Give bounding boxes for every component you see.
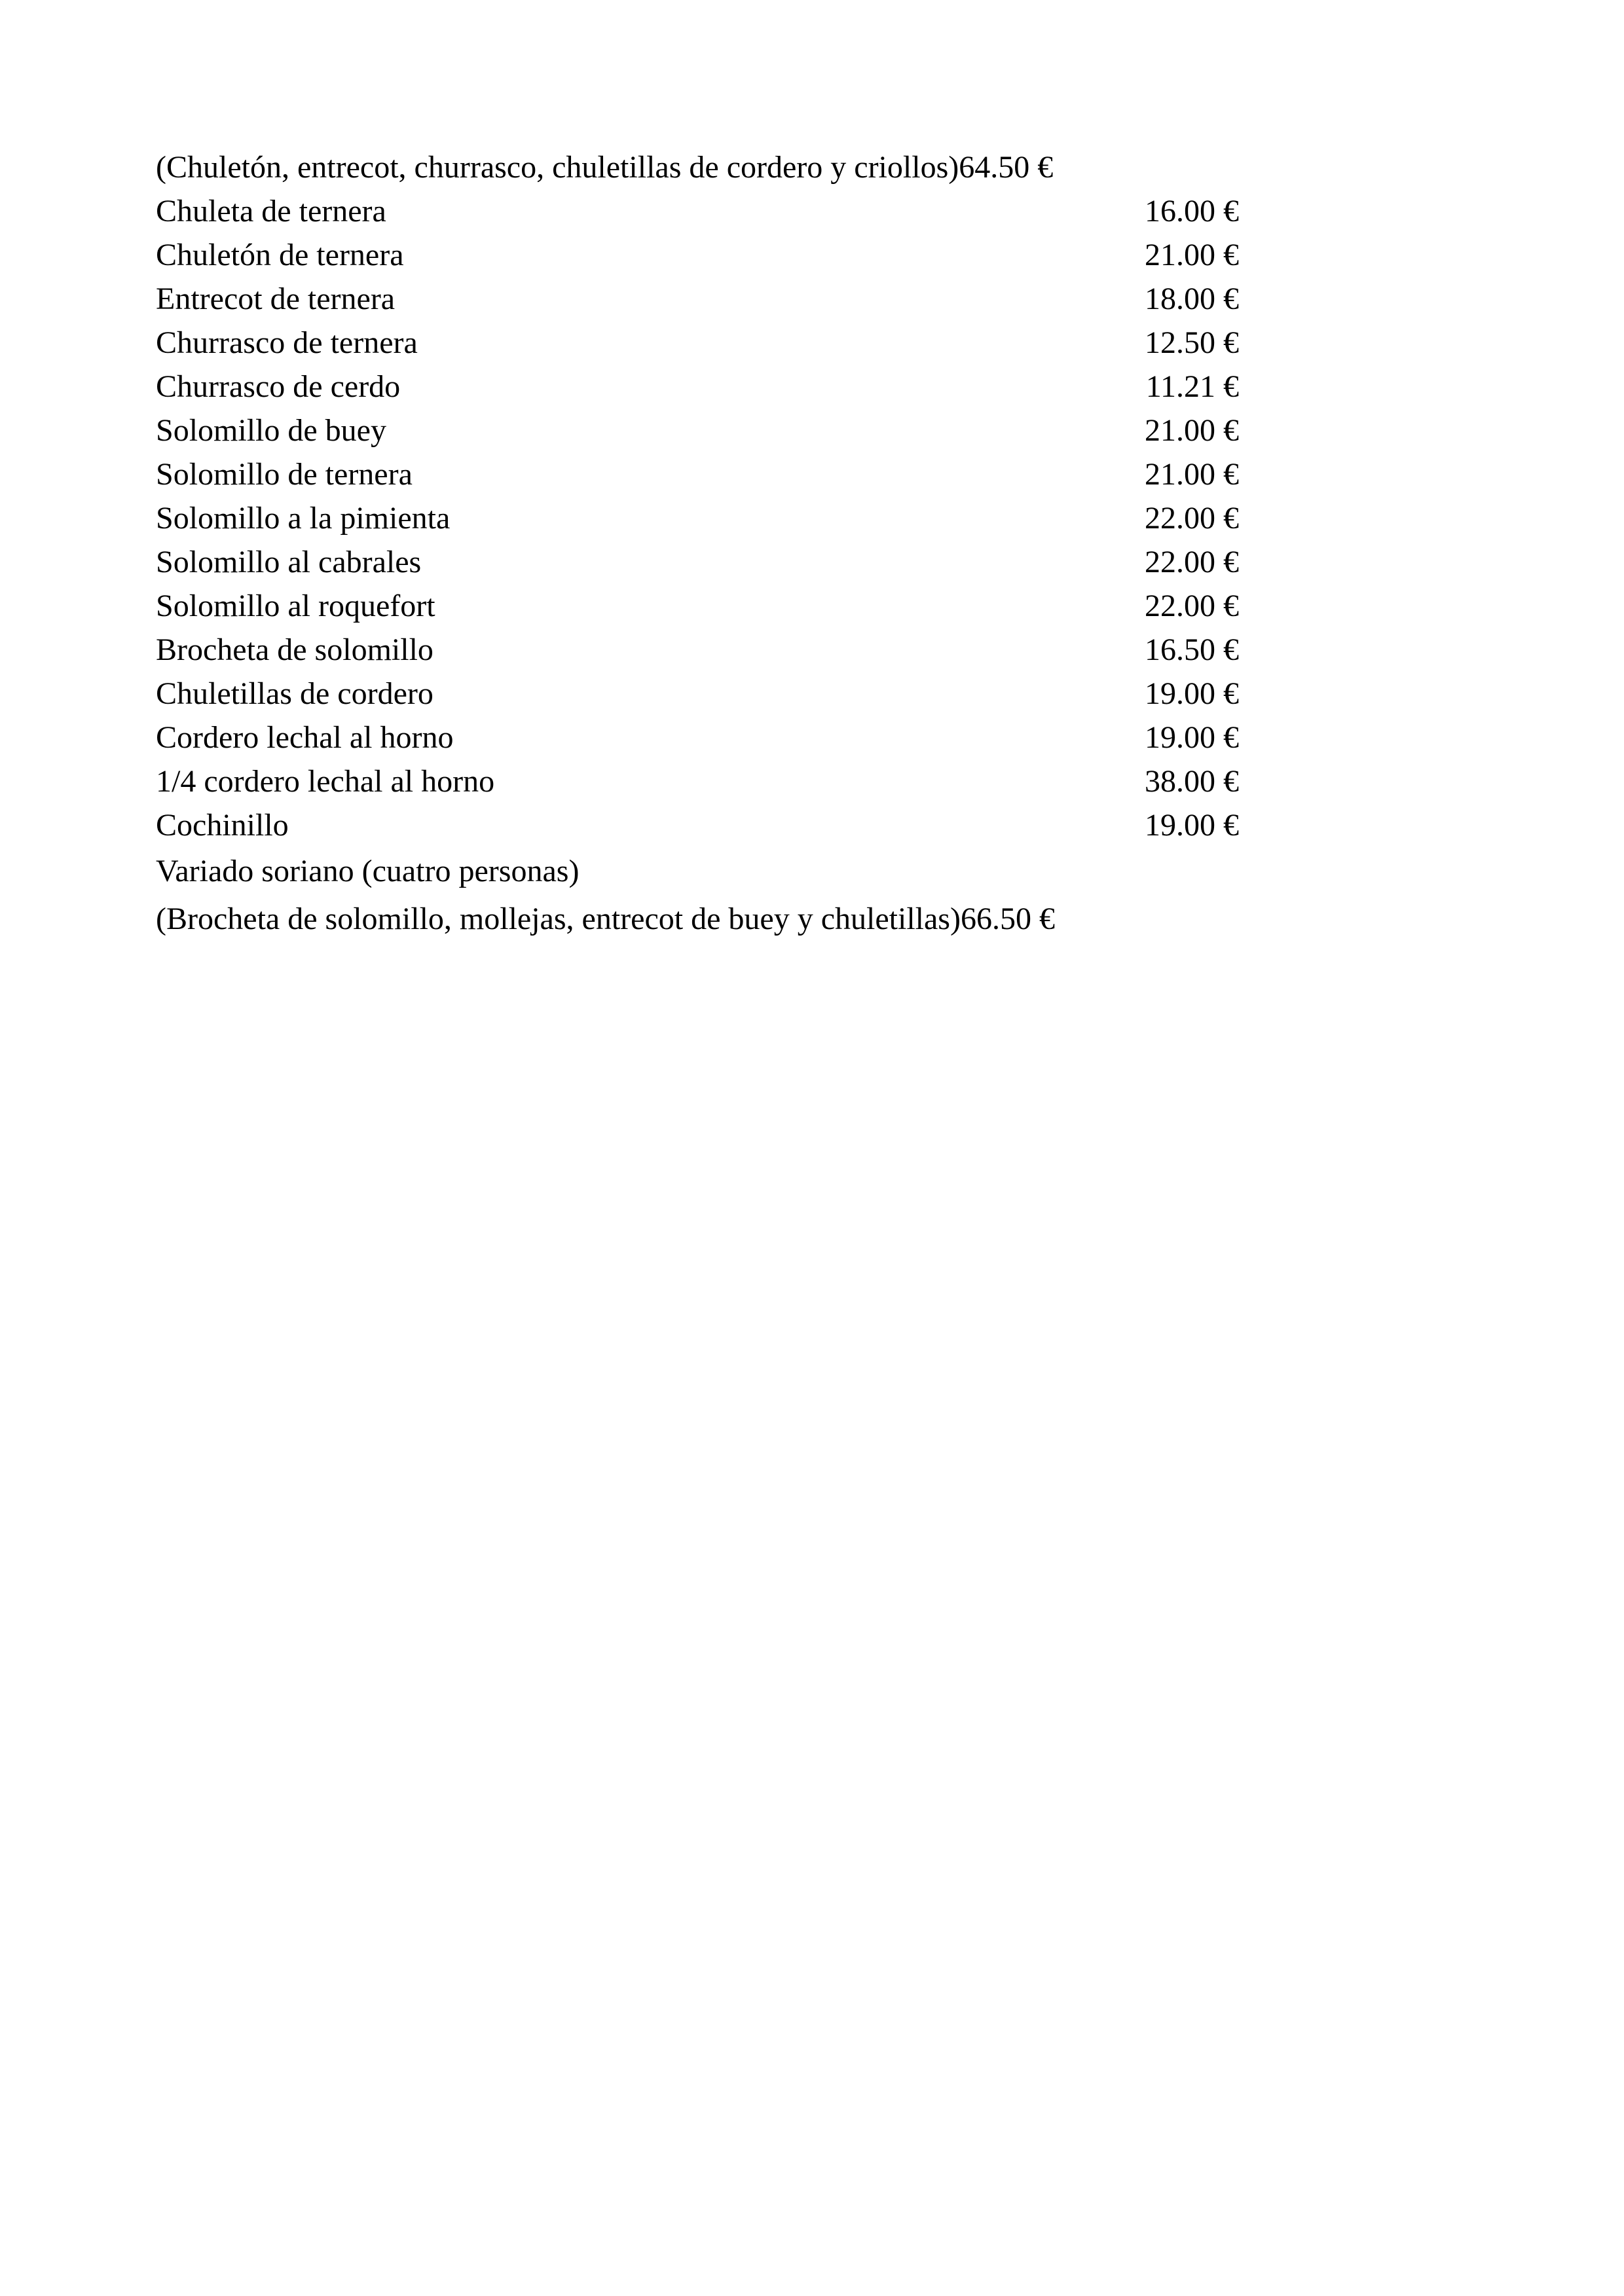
- menu-item-price: 22.00 €: [1145, 589, 1239, 623]
- menu-item-name: Solomillo de buey: [156, 413, 386, 448]
- menu-item-price: 16.00 €: [1145, 194, 1239, 228]
- menu-line: [156, 672, 1239, 716]
- menu-item-price: 19.00 €: [1145, 676, 1239, 711]
- menu-item-name: 1/4 cordero lechal al horno: [156, 764, 495, 799]
- menu-item-name: (Chuletón, entrecot, churrasco, chuletillas de cordero y criollos): [156, 150, 959, 185]
- menu-item-name: Chuletón de ternera: [156, 238, 404, 272]
- menu-item-price: 66.50 €: [960, 902, 1055, 936]
- menu-line: [156, 145, 1239, 189]
- menu-line: [156, 628, 1239, 672]
- menu-item-name: Variado soriano (cuatro personas): [156, 854, 580, 888]
- menu-item-price: 22.00 €: [1145, 501, 1239, 536]
- menu-line: [156, 847, 1239, 895]
- menu-item-price: 16.50 €: [1145, 632, 1239, 667]
- menu-item-price: 22.00 €: [1145, 545, 1239, 579]
- menu-item-price: 38.00 €: [1145, 764, 1239, 799]
- menu-item-price: 64.50 €: [959, 150, 1054, 185]
- menu-item-name: Solomillo a la pimienta: [156, 501, 451, 536]
- menu-line: [156, 496, 1239, 540]
- menu-line: [156, 759, 1239, 803]
- menu-item-name: (Brocheta de solomillo, mollejas, entrecot de buey y chuletillas): [156, 902, 961, 936]
- menu-line: [156, 584, 1239, 628]
- menu-line: [156, 540, 1239, 584]
- menu-item-price: 11.21 €: [1145, 369, 1239, 404]
- menu-line: [156, 716, 1239, 759]
- menu-item-price: 19.00 €: [1145, 720, 1239, 755]
- menu-item-price: 21.00 €: [1145, 238, 1239, 272]
- menu-item-name: Solomillo al roquefort: [156, 589, 435, 623]
- menu-line: [156, 277, 1239, 321]
- menu-item-name: Cordero lechal al horno: [156, 720, 454, 755]
- menu-item-name: Brocheta de solomillo: [156, 632, 434, 667]
- menu-item-name: Churrasco de ternera: [156, 325, 418, 360]
- menu-line: [156, 321, 1239, 365]
- menu-line: [156, 409, 1239, 452]
- menu-item-name: Churrasco de cerdo: [156, 369, 401, 404]
- menu-line: [156, 189, 1239, 233]
- menu-item-price: 19.00 €: [1145, 808, 1239, 843]
- menu-item-price: 21.00 €: [1145, 413, 1239, 448]
- menu-line: [156, 803, 1239, 847]
- menu-item-name: Cochinillo: [156, 808, 289, 843]
- menu-line: [156, 233, 1239, 277]
- menu-line: [156, 452, 1239, 496]
- menu-line: [156, 365, 1239, 409]
- menu-item-list: [156, 145, 1239, 943]
- menu-item-price: 18.00 €: [1145, 282, 1239, 316]
- menu-item-name: Chuletillas de cordero: [156, 676, 434, 711]
- menu-item-name: Solomillo al cabrales: [156, 545, 422, 579]
- menu-item-name: Entrecot de ternera: [156, 282, 396, 316]
- menu-item-price: 12.50 €: [1145, 325, 1239, 360]
- menu-line: [156, 895, 1239, 943]
- menu-item-name: Solomillo de ternera: [156, 457, 413, 492]
- menu-item-name: Chuleta de ternera: [156, 194, 386, 228]
- menu-item-price: 21.00 €: [1145, 457, 1239, 492]
